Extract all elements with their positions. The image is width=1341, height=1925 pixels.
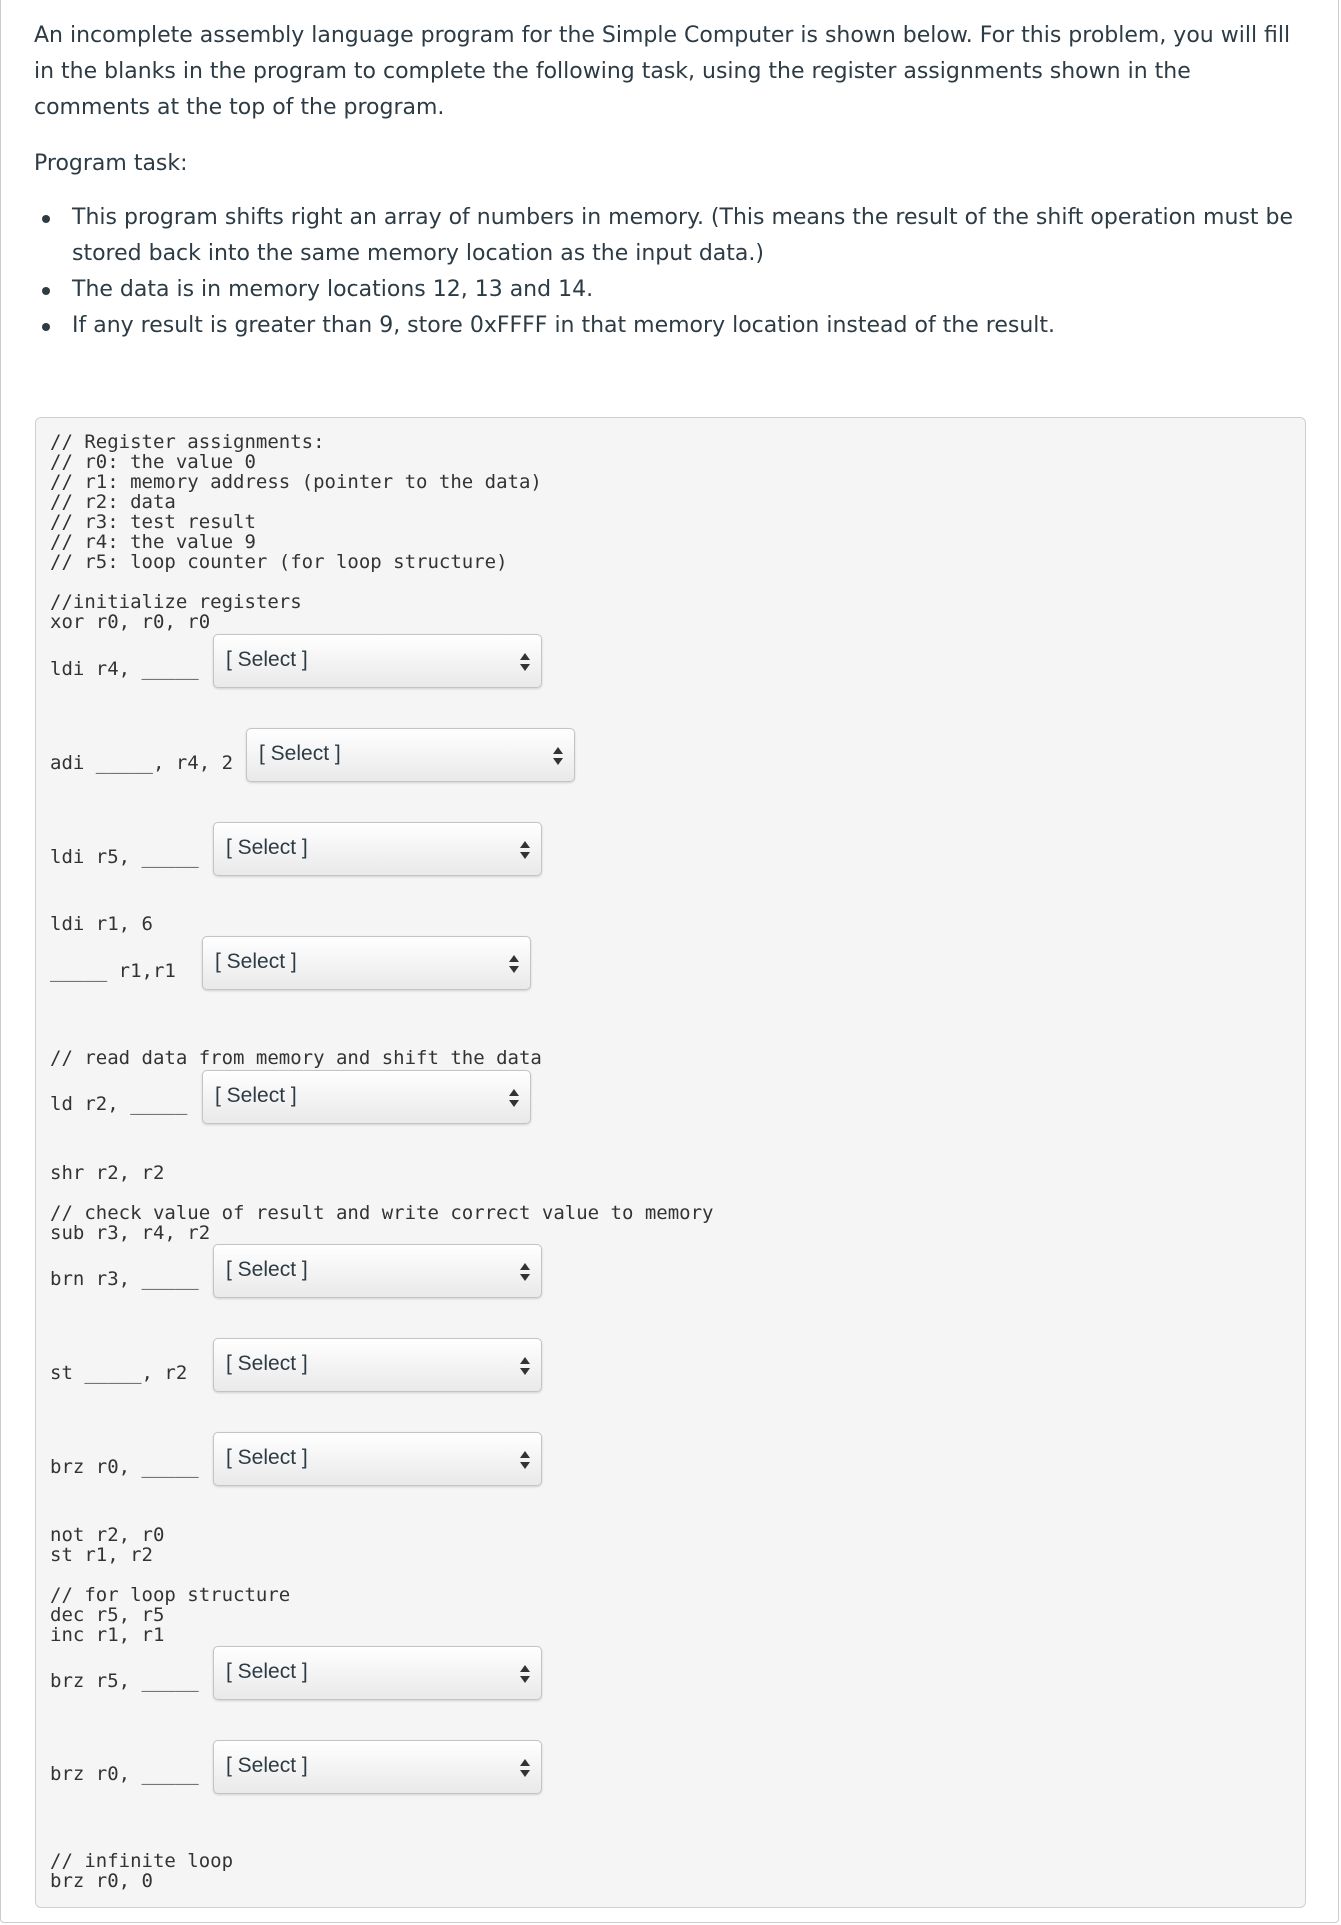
select-arrows-icon bbox=[519, 652, 531, 672]
select-placeholder: [ Select ] bbox=[226, 1446, 308, 1469]
select-placeholder: [ Select ] bbox=[226, 648, 308, 671]
code-line-st: st _____, r2 bbox=[50, 1362, 188, 1384]
code-not-st-block: not r2, r0 st r1, r2 bbox=[50, 1524, 165, 1566]
select-placeholder: [ Select ] bbox=[226, 1258, 308, 1281]
select-brz-r0-target-a[interactable] bbox=[213, 1432, 542, 1486]
code-line-ldi-r1: ldi r1, 6 bbox=[50, 913, 153, 935]
code-loop-block: // for loop structure dec r5, r5 inc r1, r1 bbox=[50, 1584, 291, 1646]
select-ld-r2-address[interactable] bbox=[202, 1070, 531, 1124]
select-r1-opcode[interactable] bbox=[202, 936, 531, 990]
select-arrows-icon bbox=[508, 954, 520, 974]
code-line-blank-r1: _____ r1,r1 bbox=[50, 960, 176, 982]
select-placeholder: [ Select ] bbox=[226, 1754, 308, 1777]
task-item: The data is in memory locations 12, 13 and 14. bbox=[34, 272, 1304, 308]
select-arrows-icon bbox=[552, 746, 564, 766]
select-placeholder: [ Select ] bbox=[259, 742, 341, 765]
task-label: Program task: bbox=[34, 151, 188, 176]
code-header: // Register assignments: // r0: the value 0 // r1: memory address (pointer to the data) // r2: data // r3: test result // r4: the value 9 // r5: loop counter (for loop structure) //initialize registers xor r0, r0, r0 bbox=[50, 431, 542, 633]
code-line-brz-r0-b: brz r0, _____ bbox=[50, 1763, 199, 1785]
select-arrows-icon bbox=[519, 840, 531, 860]
code-line-brz-r5: brz r5, _____ bbox=[50, 1670, 199, 1692]
select-arrows-icon bbox=[519, 1262, 531, 1282]
code-line-ldi-r4: ldi r4, _____ bbox=[50, 658, 199, 680]
select-ldi-r5-value[interactable] bbox=[213, 822, 542, 876]
code-check-block: // check value of result and write correct value to memory sub r3, r4, r2 bbox=[50, 1202, 714, 1244]
select-arrows-icon bbox=[519, 1450, 531, 1470]
task-item: If any result is greater than 9, store 0xFFFF in that memory location instead of the result. bbox=[34, 308, 1304, 344]
select-placeholder: [ Select ] bbox=[226, 1660, 308, 1683]
task-item: This program shifts right an array of numbers in memory. (This means the result of the shift operation must be stored back into the same memory location as the input data.) bbox=[34, 200, 1304, 272]
code-line-brn: brn r3, _____ bbox=[50, 1268, 199, 1290]
code-line-brz-r0-a: brz r0, _____ bbox=[50, 1456, 199, 1478]
select-st-address[interactable] bbox=[213, 1338, 542, 1392]
question-intro: An incomplete assembly language program for the Simple Computer is shown below. For this problem, you will fill in the blanks in the program to complete the following task, using the register assignments shown in the comments at the top of the program. bbox=[34, 23, 1291, 120]
code-comment-read: // read data from memory and shift the data bbox=[50, 1047, 542, 1069]
select-placeholder: [ Select ] bbox=[215, 950, 297, 973]
select-placeholder: [ Select ] bbox=[226, 1352, 308, 1375]
select-arrows-icon bbox=[508, 1088, 520, 1108]
code-line-ldi-r5: ldi r5, _____ bbox=[50, 846, 199, 868]
select-arrows-icon bbox=[519, 1758, 531, 1778]
select-arrows-icon bbox=[519, 1356, 531, 1376]
select-ldi-r4-value[interactable] bbox=[213, 634, 542, 688]
code-line-adi: adi _____, r4, 2 bbox=[50, 752, 234, 774]
select-placeholder: [ Select ] bbox=[215, 1084, 297, 1107]
select-arrows-icon bbox=[519, 1664, 531, 1684]
select-brn-r3-target[interactable] bbox=[213, 1244, 542, 1298]
select-brz-r0-target-b[interactable] bbox=[213, 1740, 542, 1794]
select-adi-destination[interactable] bbox=[246, 728, 575, 782]
code-infinite-block: // infinite loop brz r0, 0 bbox=[50, 1850, 234, 1892]
select-placeholder: [ Select ] bbox=[226, 836, 308, 859]
code-line-ld-r2: ld r2, _____ bbox=[50, 1093, 188, 1115]
task-list bbox=[34, 200, 1304, 344]
code-line-shr: shr r2, r2 bbox=[50, 1162, 165, 1184]
select-brz-r5-target[interactable] bbox=[213, 1646, 542, 1700]
